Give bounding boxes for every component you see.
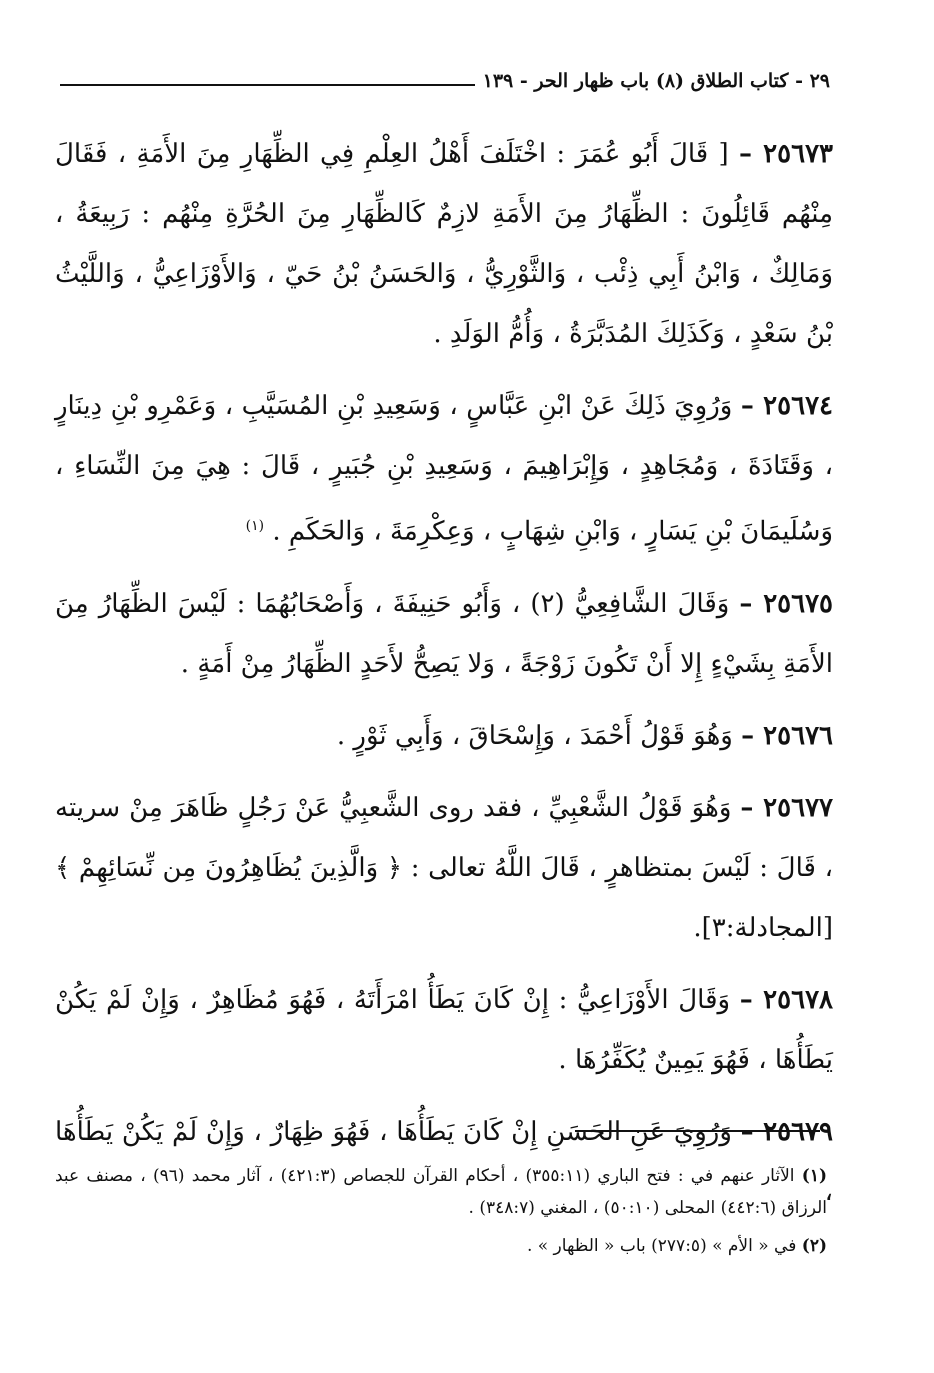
- paragraph-number: ٢٥٦٧٩ –: [740, 1116, 833, 1147]
- header-rule: [60, 84, 475, 86]
- paragraph-number: ٢٥٦٧٧ –: [740, 792, 833, 823]
- footnote-separator: [575, 1130, 820, 1132]
- paragraph-text: وَرُوِيَ عَنِ الحَسَنِ إِنْ كَانَ يَطَأُهَا ، فَهُوَ ظِهَارٌ ، وَإِنْ لَمْ يَكُنْ يَطَأُهَا ،: [55, 1116, 833, 1207]
- footnote-1: [55, 1160, 827, 1224]
- paragraph-number: ٢٥٦٧٨ –: [739, 984, 833, 1015]
- paragraph-text: وَهُوَ قَوْلُ الشَّعْبِيِّ ، فقد روى الشَّعبِيُّ عَنْ رَجُلٍ ظَاهَرَ مِنْ سريته ، قَالَ : لَيْسَ بمتظاهرٍ ، قَالَ اللَّهُ تعالى : ﴿ وَالَّذِينَ يُظَاهِرُونَ مِن نِّسَائِهِمْ ﴾ [المجادلة:٣].: [55, 792, 833, 943]
- footnotes: [55, 1160, 827, 1268]
- running-head-text: ٢٩ - كتاب الطلاق (٨) باب ظهار الحر - ١٣٩: [482, 70, 830, 92]
- paragraph-text: [ قَالَ أَبُو عُمَرَ : اخْتَلَفَ أَهْلُ العِلْمِ فِي الظِّهَارِ مِنَ الأَمَةِ ، فَقَالَ مِنْهُم قَائِلُونَ : الظِّهَارُ مِنَ الأَمَةِ لازِمٌ كَالظِّهَارِ مِنَ الحُرَّةِ مِنْهُم : رَبِيعَةُ ، وَمَالِكٌ ، وَابْنُ أَبِي ذِئْب ، وَالثَّوْرِيُّ ، وَالحَسَنُ بْنُ حَيّ ، وَالأَوْزَاعِيُّ ، وَاللَّيْثُ بْنُ سَعْدٍ ، وَكَذَلِكَ المُدَبَّرَةُ ، وَأُمُّ الوَلَدِ .: [55, 139, 833, 349]
- paragraph-number: ٢٥٦٧٥ –: [739, 588, 834, 619]
- paragraph-25674: [55, 376, 833, 562]
- paragraph-text: وَهُوَ قَوْلُ أَحْمَدَ ، وَإِسْحَاقَ ، وَأَبِي ثَوْرٍ .: [336, 720, 733, 751]
- paragraph-25678: [55, 970, 833, 1090]
- paragraph-25677: [55, 778, 833, 958]
- paragraph-number: ٢٥٦٧٤ –: [740, 391, 833, 421]
- paragraph-text: وَرُوِيَ ذَلِكَ عَنْ ابْنِ عَبَّاسٍ ، وَسَعِيدِ بْنِ المُسَيَّبِ ، وَعَمْرِو بْنِ دِينَارٍ ، وَقَتَادَةَ ، وَمُجَاهِدٍ ، وَإِبْرَاهِيمَ ، وَسَعِيدِ بْنِ جُبَيرٍ ، قَالَ : هِيَ مِنَ النِّسَاءِ ، وَسُلَيمَانَ بْنِ يَسَارٍ ، وَابْنِ شِهَابٍ ، وَعِكْرِمَةَ ، وَالحَكَمِ .: [55, 391, 833, 547]
- footnote-ref[interactable]: (١): [245, 518, 265, 534]
- paragraph-number: ٢٥٦٧٣ –: [739, 139, 833, 169]
- footnote-text: الآثار عنهم في : فتح الباري (٣٥٥:١١) ، أحكام القرآن للجصاص (٤٢١:٣) ، آثار محمد (٩٦) ، مصنف عبد الرزاق (٤٤٢:٦) المحلى (٥٠:١٠) ، المغني (٣٤٨:٧) .: [55, 1166, 827, 1218]
- paragraph-25673: [55, 124, 833, 364]
- footnote-2: [55, 1230, 827, 1262]
- paragraph-25676: [55, 706, 833, 766]
- main-text: [55, 124, 833, 1234]
- footnote-number: (٢): [801, 1236, 827, 1256]
- running-head: [60, 56, 830, 96]
- paragraph-25675: [55, 574, 833, 694]
- footnote-number: (١): [801, 1166, 827, 1186]
- paragraph-text: وَقَالَ الأَوْزَاعِيُّ : إِنْ كَانَ يَطَأُ امْرَأَتَهُ ، فَهُوَ مُظَاهِرٌ ، وَإِنْ لَمْ يَكُنْ يَطَأُهَا ، فَهُوَ يَمِينٌ يُكَفِّرُهَا .: [55, 984, 833, 1075]
- footnote-text: في « الأم » (٢٧٧:٥) باب « الظهار » .: [526, 1236, 797, 1256]
- paragraph-text: وَقَالَ الشَّافِعِيُّ (٢) ، وَأَبُو حَنِيفَةَ ، وَأَصْحَابُهُمَا : لَيْسَ الظِّهَارُ مِنَ الأَمَةِ بِشَيْءٍ إِلا أَنْ تَكُونَ زَوْجَةً ، وَلا يَصِحُّ لأَحَدٍ الظِّهَارُ مِنْ أَمَةٍ .: [55, 588, 833, 679]
- paragraph-number: ٢٥٦٧٦ –: [741, 720, 833, 751]
